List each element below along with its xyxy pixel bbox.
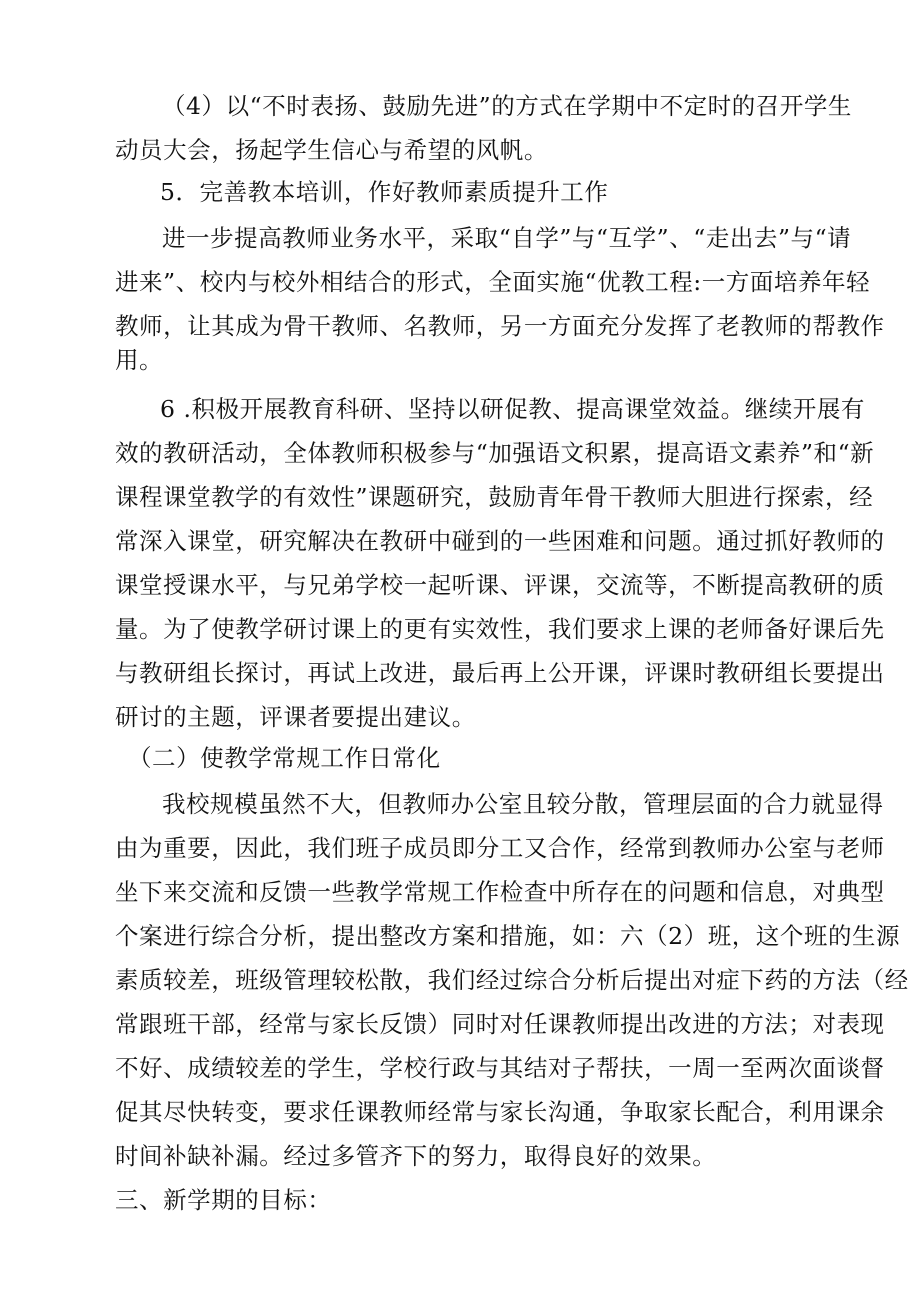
text-line: 进来”、校内与校外相结合的形式，全面实施“优教工程:一方面培养年轻 — [115, 268, 871, 296]
text-line: 用。 — [115, 346, 164, 374]
text-line: 教师，让其成为骨干教师、名教师，另一方面充分发挥了老教师的帮教作 — [115, 312, 885, 340]
text-line: 坐下来交流和反馈一些教学常规工作检查中所存在的问题和信息，对典型 — [115, 878, 885, 906]
text-line: 常深入课堂，研究解决在教研中碰到的一些困难和问题。通过抓好教师的 — [115, 527, 885, 555]
text-line: 常跟班干部，经常与家长反馈）同时对任课教师提出改进的方法；对表现 — [115, 1010, 885, 1038]
text-line: 素质较差，班级管理较松散，我们经过综合分析后提出对症下药的方法（经 — [115, 966, 909, 994]
section-heading: （二）使教学常规工作日常化 — [128, 744, 441, 772]
section-heading: 三、新学期的目标： — [115, 1186, 332, 1214]
text-line: 进一步提高教师业务水平，采取“自学”与“互学”、“走出去”与“请 — [162, 224, 852, 252]
text-line: 由为重要，因此，我们班子成员即分工又合作，经常到教师办公室与老师 — [115, 834, 885, 862]
text-line: 研讨的主题，评课者要提出建议。 — [115, 703, 476, 731]
text-line: 动员大会，扬起学生信心与希望的风帆。 — [115, 136, 548, 164]
text-line: 量。为了使教学研讨课上的更有实效性，我们要求上课的老师备好课后先 — [115, 615, 885, 643]
text-line: 时间补缺补漏。经过多管齐下的努力，取得良好的效果。 — [115, 1142, 717, 1170]
text-line: 不好、成绩较差的学生，学校行政与其结对子帮扶，一周一至两次面谈督 — [115, 1054, 885, 1082]
text-line: 课程课堂教学的有效性”课题研究，鼓励青年骨干教师大胆进行探索，经 — [115, 483, 874, 511]
section-heading: 6 .积极开展教育科研、坚持以研促教、提高课堂效益。继续开展有 — [160, 395, 865, 423]
text-line: （4）以“不时表扬、鼓励先进”的方式在学期中不定时的召开学生 — [162, 92, 852, 120]
text-line: 效的教研活动，全体教师积极参与“加强语文积累，提高语文素养”和“新 — [115, 439, 875, 467]
text-line: 与教研组长探讨，再试上改进，最后再上公开课，评课时教研组长要提出 — [115, 659, 885, 687]
text-line: 促其尽快转变，要求任课教师经常与家长沟通，争取家长配合，利用课余 — [115, 1098, 885, 1126]
text-line: 我校规模虽然不大，但教师办公室且较分散，管理层面的合力就显得 — [162, 790, 884, 818]
section-heading: 5．完善教本培训，作好教师素质提升工作 — [160, 178, 609, 206]
text-line: 课堂授课水平，与兄弟学校一起听课、评课，交流等，不断提高教研的质 — [115, 571, 885, 599]
text-line: 个案进行综合分析，提出整改方案和措施，如：六（2）班，这个班的生源 — [115, 922, 901, 950]
